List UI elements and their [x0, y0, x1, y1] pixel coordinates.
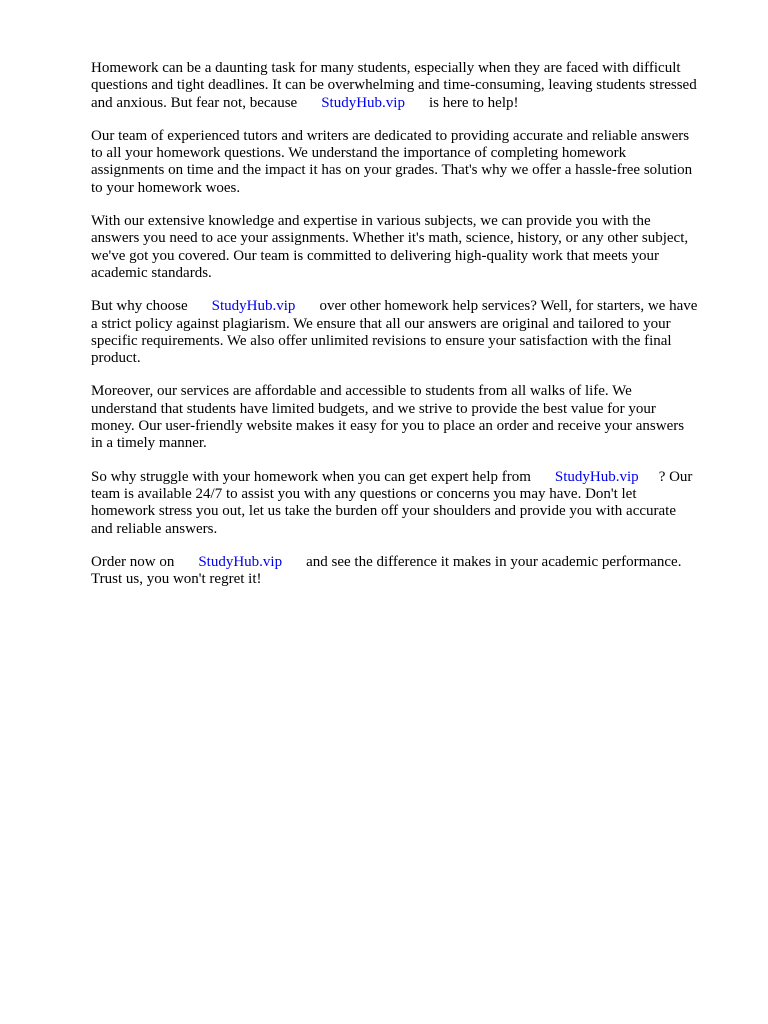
text-line: Our team of experienced tutors and writers are dedicated to providing accurate and reliable answers — [91, 127, 690, 144]
text-line: questions and tight deadlines. It can be overwhelming and time-consuming, leaving students stressed — [91, 77, 697, 94]
text-line: team is available 24/7 to assist you with any questions or concerns you may have. Don't let — [91, 485, 637, 502]
text-segment: ? Our — [658, 468, 693, 485]
studyhub-link[interactable]: StudyHub.vip — [211, 298, 296, 315]
text-line: product. — [91, 350, 141, 367]
text-segment: Order now on — [91, 553, 175, 570]
paragraph-7 — [91, 554, 731, 589]
text-line-with-link — [91, 469, 731, 486]
text-segment: is here to help! — [428, 94, 519, 111]
paragraph-1 — [91, 60, 731, 112]
text-line: to your homework woes. — [91, 179, 241, 196]
text-line: assignments on time and the impact it has on your grades. That's why we offer a hassle-free solution — [91, 162, 693, 179]
paragraph-4 — [91, 298, 731, 367]
text-line: in a timely manner. — [91, 435, 207, 452]
studyhub-link[interactable]: StudyHub.vip — [321, 94, 405, 111]
text-segment: But why choose — [91, 298, 188, 315]
text-line-with-link — [91, 298, 731, 315]
text-line: to all your homework questions. We understand the importance of completing homework — [91, 145, 627, 162]
text-line: money. Our user-friendly website makes it easy for you to place an order and receive your answers — [91, 418, 685, 435]
text-line: Homework can be a daunting task for many students, especially when they are faced with difficult — [91, 60, 681, 76]
text-line: a strict policy against plagiarism. We ensure that all our answers are original and tailored to your — [91, 315, 671, 332]
studyhub-link[interactable]: StudyHub.vip — [554, 468, 639, 485]
text-line: answers you need to ace your assignments. Whether it's math, science, history, or any other subject, — [91, 230, 689, 247]
text-line: understand that students have limited budgets, and we strive to provide the best value for your — [91, 400, 656, 417]
text-segment: and see the difference it makes in your academic performance. — [306, 553, 682, 570]
text-line: academic standards. — [91, 264, 212, 281]
text-segment: So why struggle with your homework when you can get expert help from — [91, 468, 531, 485]
studyhub-link[interactable]: StudyHub.vip — [198, 553, 283, 570]
paragraph-6 — [91, 469, 731, 538]
text-line-with-link — [91, 95, 731, 112]
text-line: and reliable answers. — [91, 520, 218, 537]
paragraph-5 — [91, 383, 731, 452]
paragraph-3 — [91, 213, 731, 282]
text-line: Moreover, our services are affordable and accessible to students from all walks of life. We — [91, 383, 632, 400]
text-line: we've got you covered. Our team is committed to delivering high-quality work that meets your — [91, 247, 659, 264]
text-segment: over other homework help services? Well, for starters, we have — [319, 298, 698, 315]
document-page — [91, 60, 731, 604]
paragraph-2 — [91, 128, 731, 197]
text-segment: and anxious. But fear not, because — [91, 94, 298, 111]
text-line: With our extensive knowledge and expertise in various subjects, we can provide you with the — [91, 213, 651, 230]
text-line: homework stress you out, let us take the burden off your shoulders and provide you with accurate — [91, 503, 676, 520]
text-line-with-link — [91, 554, 731, 571]
text-line: Trust us, you won't regret it! — [91, 571, 262, 588]
text-line: specific requirements. We also offer unlimited revisions to ensure your satisfaction with the final — [91, 332, 672, 349]
